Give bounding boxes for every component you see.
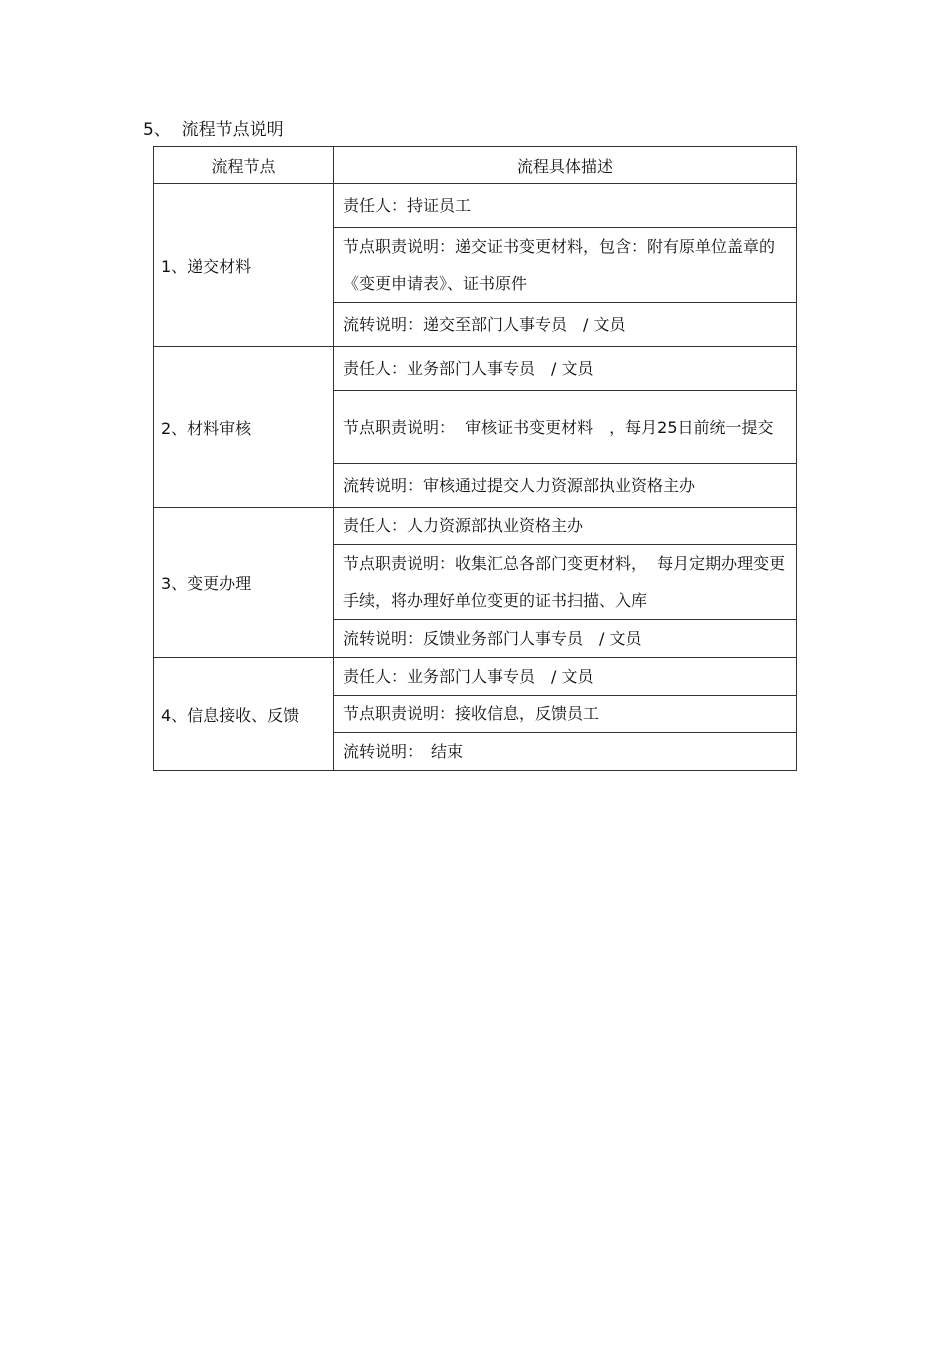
table-row <box>154 347 797 391</box>
table-header-row <box>154 147 797 184</box>
node-name: 4、信息接收、反馈 <box>154 658 334 771</box>
flow-cell: 流转说明：反馈业务部门人事专员 / 文员 <box>334 620 797 658</box>
responsible-cell: 责任人：业务部门人事专员 / 文员 <box>334 347 797 391</box>
responsible-cell: 责任人：持证员工 <box>334 184 797 228</box>
table-row <box>154 508 797 545</box>
table-row <box>154 184 797 228</box>
section-title: 流程节点说明 <box>181 120 284 140</box>
duty-cell: 节点职责说明： 审核证书变更材料 ，每月25日前统一提交 <box>334 391 797 464</box>
header-description: 流程具体描述 <box>334 147 797 184</box>
flow-cell: 流转说明： 结束 <box>334 733 797 771</box>
responsible-cell: 责任人：人力资源部执业资格主办 <box>334 508 797 545</box>
duty-cell: 节点职责说明：递交证书变更材料，包含：附有原单位盖章的《变更申请表》、证书原件 <box>334 228 797 303</box>
duty-cell: 节点职责说明：收集汇总各部门变更材料， 每月定期办理变更手续，将办理好单位变更的证书扫描、入库 <box>334 545 797 620</box>
section-heading <box>143 119 284 141</box>
node-name: 3、变更办理 <box>154 508 334 658</box>
node-name: 2、材料审核 <box>154 347 334 508</box>
section-number: 5、 <box>143 120 171 140</box>
flow-cell: 流转说明：审核通过提交人力资源部执业资格主办 <box>334 464 797 508</box>
header-node: 流程节点 <box>154 147 334 184</box>
flow-cell: 流转说明：递交至部门人事专员 / 文员 <box>334 303 797 347</box>
node-name: 1、递交材料 <box>154 184 334 347</box>
table-row <box>154 658 797 696</box>
process-node-table <box>153 146 797 771</box>
responsible-cell: 责任人：业务部门人事专员 / 文员 <box>334 658 797 696</box>
duty-cell: 节点职责说明：接收信息，反馈员工 <box>334 696 797 733</box>
